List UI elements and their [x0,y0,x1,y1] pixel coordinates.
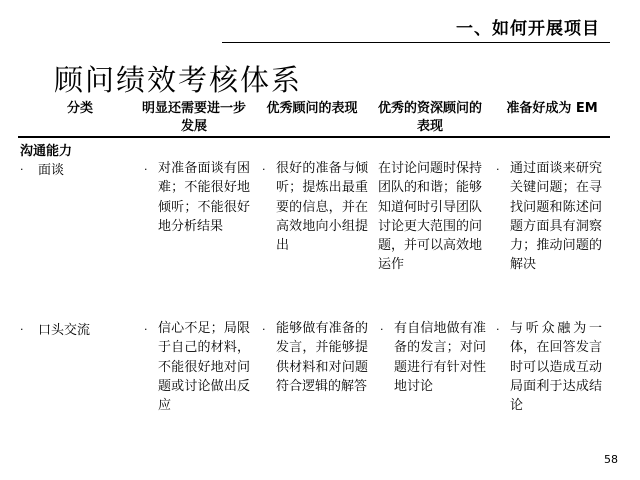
table-cell: 能够做有准备的发言，并能够提供材料和对问题符合逻辑的解答 [276,321,368,394]
table-cell: 信心不足；局限于自己的材料，不能很好地对问题或讨论做出反应 [158,321,250,414]
column-header-needs-development: 明显还需要进一步发展 [141,101,246,134]
bullet-icon: · [144,163,148,176]
table-cell: 通过面谈来研究关键问题；在寻找问题和陈述问题方面具有洞察力；推动问题的解决 [510,161,602,273]
bullet-icon: · [496,323,500,336]
column-header-senior-consultant: 优秀的资深顾问的表现 [377,101,482,134]
table-cell: 在讨论问题时保持团队的和谐；能够知道何时引导团队讨论更大范围的问题，并可以高效地运作 [378,161,483,273]
page-title: 顾问绩效考核体系 [54,63,303,97]
bullet-icon: · [20,163,24,176]
column-header-ready-em: 准备好成为 EM [506,101,598,116]
row-label: 口头交流 [38,323,91,338]
table-header-divider [18,136,610,138]
table-cell: 有自信地做有准备的发言；对问题进行有针对性地讨论 [394,321,486,394]
section-title: 一、如何开展项目 [456,19,600,39]
column-header-category: 分类 [66,101,93,116]
row-label: 面谈 [38,163,65,178]
bullet-icon: · [496,163,500,176]
bullet-icon: · [262,163,266,176]
bullet-icon: · [20,323,24,336]
bullet-icon: · [380,323,384,336]
group-label: 沟通能力 [20,144,73,159]
table-cell: 对准备面谈有困难；不能很好地倾听；不能很好地分析结果 [158,161,250,234]
page-number: 58 [604,453,618,466]
table-cell: 与听众融为一体，在回答发言时可以造成互动局面利于达成结论 [510,321,602,414]
header-divider [222,42,610,43]
table-header [0,98,640,134]
bullet-icon: · [262,323,266,336]
bullet-icon: · [144,323,148,336]
column-header-good-consultant: 优秀顾问的表现 [266,101,358,116]
table-cell: 很好的准备与倾听；提炼出最重要的信息，并在高效地向小组提出 [276,161,368,254]
